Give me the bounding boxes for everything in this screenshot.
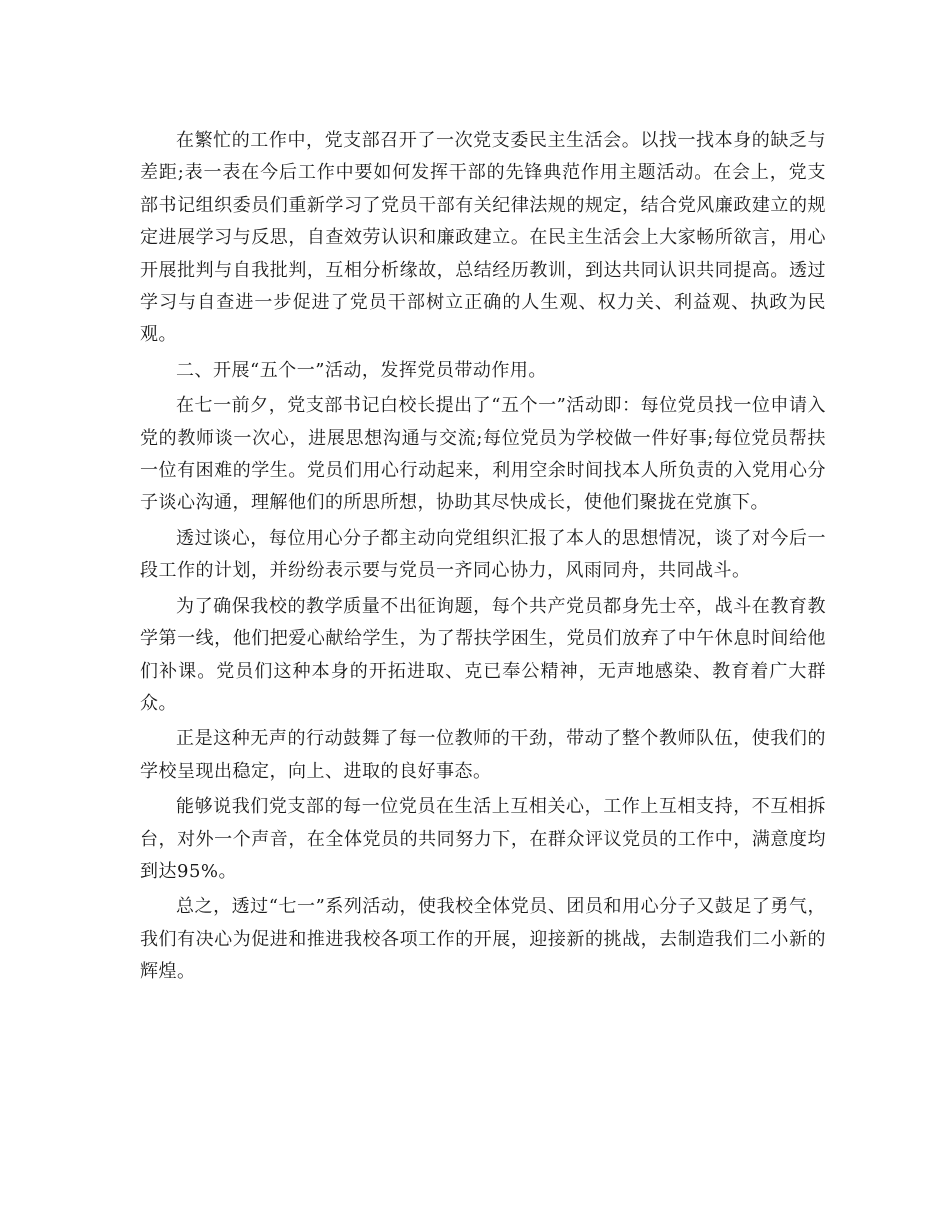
paragraph-3: 在七一前夕，党支部书记白校长提出了“五个一”活动即：每位党员找一位申请入党的教师谈一次心，进展思想沟通与交流;每位党员为学校做一件好事;每位党员帮扶一位有困难的学生。党员们用心行动起来，利用空余时间找本人所负责的入党用心分子谈心沟通，理解他们的所思所想，协助其尽快成长，使他们聚拢在党旗下。 — [140, 395, 826, 514]
paragraph-1: 在繁忙的工作中，党支部召开了一次党支委民主生活会。以找一找本身的缺乏与差距;表一表在今后工作中要如何发挥干部的先锋典范作用主题活动。在会上，党支部书记组织委员们重新学习了党员干部有关纪律法规的规定，结合党风廉政建立的规定进展学习与反思，自查效劳认识和廉政建立。在民主生活会上大家畅所欲言，用心开展批判与自我批判，互相分析缘故，总结经历教训，到达共同认识共同提高。透过学习与自查进一步促进了党员干部树立正确的人生观、权力关、利益观、执政为民观。 — [140, 130, 826, 346]
paragraph-7: 能够说我们党支部的每一位党员在生活上互相关心，工作上互相支持，不互相拆台，对外一个声音，在全体党员的共同努力下，在群众评议党员的工作中，满意度均到达95%。 — [140, 796, 826, 882]
paragraph-8: 总之，透过“七一”系列活动，使我校全体党员、团员和用心分子又鼓足了勇气，我们有决心为促进和推进我校各项工作的开展，迎接新的挑战，去制造我们二小新的辉煌。 — [140, 896, 826, 983]
paragraph-4: 透过谈心，每位用心分子都主动向党组织汇报了本人的思想情况，谈了对今后一段工作的计划，并纷纷表示要与党员一齐同心协力，风雨同舟，共同战斗。 — [140, 527, 826, 582]
paragraph-5: 为了确保我校的教学质量不出征询题，每个共产党员都身先士卒，战斗在教育教学第一线，他们把爱心献给学生，为了帮扶学困生，党员们放弃了中午休息时间给他们补课。党员们这种本身的开拓进取、克已奉公精神，无声地感染、教育着广大群众。 — [140, 595, 826, 714]
paragraph-6: 正是这种无声的行动鼓舞了每一位教师的干劲，带动了整个教师队伍，使我们的学校呈现出稳定，向上、进取的良好事态。 — [140, 728, 826, 782]
paragraph-2-heading: 二、开展“五个一”活动，发挥党员带动作用。 — [176, 359, 547, 381]
document-body — [140, 125, 826, 992]
